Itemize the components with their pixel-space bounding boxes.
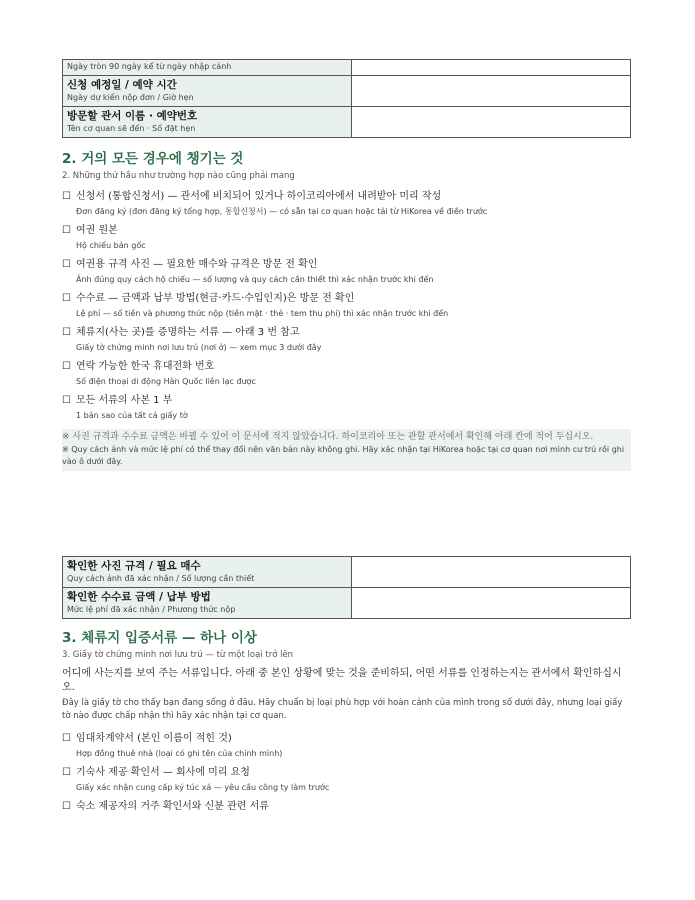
checklist-item[interactable] [62,394,631,421]
field-label [63,557,352,588]
item-label-kr: 임대차계약서 (본인 이름이 적힌 것) [76,733,232,744]
item-label-vn: Số điện thoại di động Hàn Quốc liên lạc được [76,377,256,386]
field-label [63,60,352,76]
field-label-vn: Mức lệ phí đã xác nhận / Phương thức nộp [67,605,236,614]
note-vn: ※ Quy cách ảnh và mức lệ phí có thể thay đổi nên văn bản này không ghi. Hãy xác nhận tại HiKorea hoặc tại cơ quan nơi mình cư trú rồi ghi vào ô dưới đây. [62,445,625,466]
field-label [63,76,352,107]
field-label-vn: Quy cách ảnh đã xác nhận / Số lượng cần thiết [67,574,255,583]
field-label-vn: Tên cơ quan sẽ đến · Số đặt hẹn [67,124,196,133]
schedule-table [62,59,631,138]
item-label-vn: Giấy tờ chứng minh nơi lưu trú (nơi ở) — xem mục 3 dưới đây [76,343,322,352]
field-label-vn: Ngày dự kiến nộp đơn / Giờ hẹn [67,93,194,102]
field-label [63,588,352,619]
checklist-item[interactable] [62,224,631,251]
table-row [63,107,631,138]
field-value-input[interactable] [352,76,631,107]
item-label-kr: 여권용 규격 사진 — 필요한 매수와 규격은 방문 전 확인 [76,259,318,270]
item-label-kr: 숙소 제공자의 거주 확인서와 신분 관련 서류 [76,801,269,812]
confirmation-table [62,556,631,619]
checkbox-icon[interactable]: ☐ [62,361,71,372]
checklist-item[interactable] [62,360,631,387]
item-label-vn: Đơn đăng ký (đơn đăng ký tổng hợp, 통합신청서) — có sẵn tại cơ quan hoặc tải từ HiKorea về điền trước [76,207,488,216]
section-subtitle: 2. Những thứ hầu như trường hợp nào cũng phải mang [62,171,295,181]
table-row [63,588,631,619]
field-value-input[interactable] [352,557,631,588]
item-label-kr: 기숙사 제공 확인서 — 회사에 미리 요청 [76,767,250,778]
field-label-kr: 확인한 사진 규격 / 필요 매수 [67,560,201,572]
checkbox-icon[interactable]: ☐ [62,801,71,812]
field-label-kr: 방문할 관서 이름 · 예약번호 [67,110,198,122]
item-label-vn: Giấy xác nhận cung cấp ký túc xá — yêu cầu công ty làm trước [76,783,330,792]
checklist-item[interactable] [62,258,631,285]
item-label-vn: Ảnh đúng quy cách hộ chiếu — số lượng và quy cách cần thiết thì xác nhận trước khi đến [76,275,434,284]
checklist-item[interactable] [62,292,631,319]
checklist-item[interactable] [62,766,631,793]
checkbox-icon[interactable]: ☐ [62,767,71,778]
section-2 [62,150,631,471]
table-row [63,557,631,588]
checkbox-icon[interactable]: ☐ [62,293,71,304]
checklist-item[interactable] [62,326,631,353]
field-value-input[interactable] [352,107,631,138]
item-label-kr: 모든 서류의 사본 1 부 [76,395,173,406]
checklist-item[interactable] [62,732,631,759]
note-box [62,429,631,471]
checkbox-icon[interactable]: ☐ [62,327,71,338]
checklist-item[interactable] [62,800,631,814]
section-intro-kr: 어디에 사는지를 보여 주는 서류입니다. 아래 중 본인 상황에 맞는 것을 준비하되, 어떤 서류를 인정하는지는 관서에서 확인하십시오. [62,668,622,693]
table-row [63,76,631,107]
section-subtitle: 3. Giấy tờ chứng minh nơi lưu trú — từ một loại trở lên [62,650,294,660]
field-label-kr: 확인한 수수료 금액 / 납부 방법 [67,591,211,603]
field-label-vn: Ngày tròn 90 ngày kể từ ngày nhập cảnh [67,62,232,71]
section-3 [62,629,631,814]
item-label-kr: 체류지(사는 곳)를 증명하는 서류 — 아래 3 번 참고 [76,327,300,338]
item-label-kr: 신청서 (통합신청서) — 관서에 비치되어 있거나 하이코리아에서 내려받아 미리 작성 [76,191,442,202]
item-label-vn: Lệ phí — số tiền và phương thức nộp (tiền mặt · thẻ · tem thu phí) thì xác nhận trước khi đến [76,309,449,318]
field-label [63,107,352,138]
field-value-input[interactable] [352,588,631,619]
checkbox-icon[interactable]: ☐ [62,225,71,236]
checkbox-icon[interactable]: ☐ [62,259,71,270]
table-row [63,60,631,76]
note-kr: ※ 사진 규격과 수수료 금액은 바뀔 수 있어 이 문서에 적지 않았습니다. 하이코리아 또는 관할 관서에서 확인해 아래 칸에 적어 두십시오. [62,432,594,442]
item-label-kr: 수수료 — 금액과 납부 방법(현금·카드·수입인지)은 방문 전 확인 [76,293,355,304]
checklist-item[interactable] [62,190,631,217]
item-label-kr: 연락 가능한 한국 휴대전화 번호 [76,361,215,372]
section-title: 3. 체류지 입증서류 — 하나 이상 [62,630,257,646]
field-value-input[interactable] [352,60,631,76]
item-label-kr: 여권 원본 [76,225,118,236]
checkbox-icon[interactable]: ☐ [62,733,71,744]
field-label-kr: 신청 예정일 / 예약 시간 [67,79,177,91]
item-label-vn: Hợp đồng thuê nhà (loại có ghi tên của chính mình) [76,749,283,758]
checkbox-icon[interactable]: ☐ [62,395,71,406]
item-label-vn: Hộ chiếu bản gốc [76,241,146,250]
section-intro-vn: Đây là giấy tờ cho thấy bạn đang sống ở đâu. Hãy chuẩn bị loại phù hợp với hoàn cảnh của mình trong số dưới đây, nhưng loại giấy tờ nào được chấp nhận thì hãy xác nhận tại cơ quan. [62,698,623,721]
item-label-vn: 1 bản sao của tất cả giấy tờ [76,411,188,420]
checkbox-icon[interactable]: ☐ [62,191,71,202]
section-title: 2. 거의 모든 경우에 챙기는 것 [62,151,244,167]
